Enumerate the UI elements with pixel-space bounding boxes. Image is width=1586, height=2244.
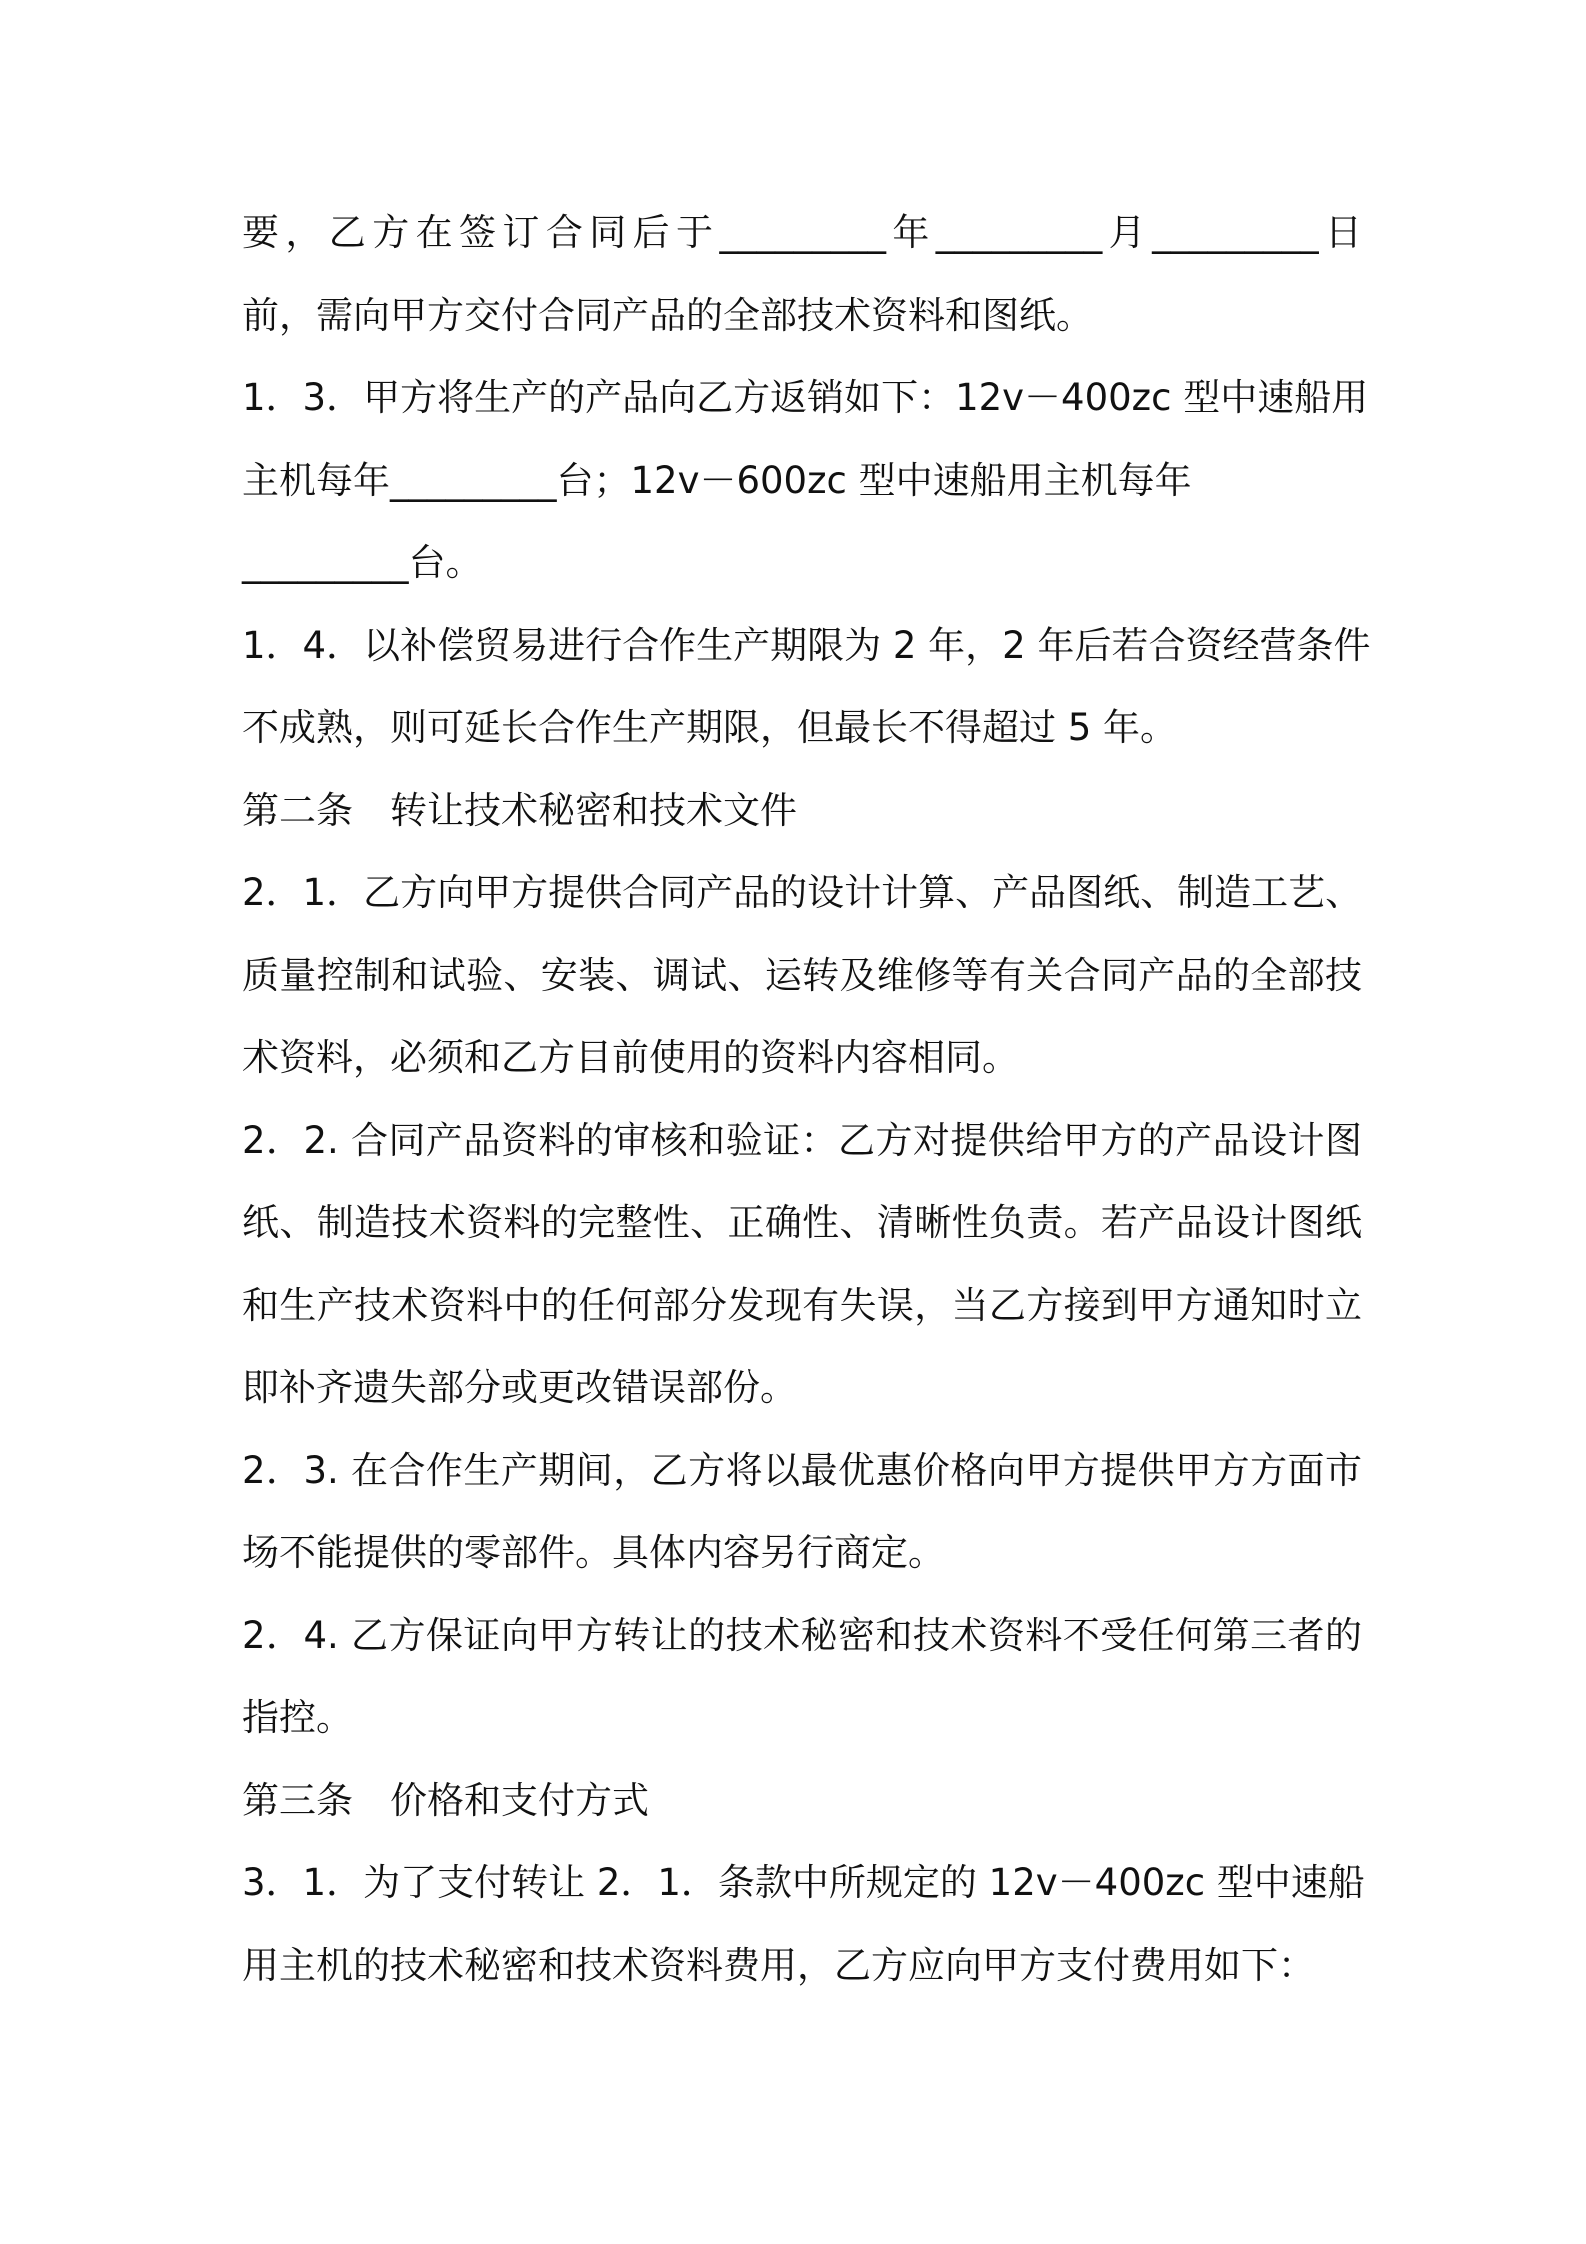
document-line: 主机每年_________台；12v－600zc 型中速船用主机每年 [242, 458, 1192, 502]
document-line: 3．1．为了支付转让 2．1．条款中所规定的 12v－400zc 型中速船 [242, 1861, 1365, 1904]
document-body [242, 192, 1371, 2007]
document-line: 1．4．以补偿贸易进行合作生产期限为 2 年，2 年后若合资经营条件 [242, 623, 1371, 667]
document-line: 第三条 价格和支付方式 [242, 1778, 649, 1822]
document-line: 术资料，必须和乙方目前使用的资料内容相同。 [242, 1036, 1019, 1079]
document-line: 1．3．甲方将生产的产品向乙方返销如下：12v－400zc 型中速船用 [242, 376, 1369, 419]
document-line: 纸、制造技术资料的完整性、正确性、清晰性负责。若产品设计图纸 [242, 1201, 1362, 1244]
document-line: 指控。 [242, 1696, 353, 1739]
document-line: 2．1．乙方向甲方提供合同产品的设计计算、产品图纸、制造工艺、 [242, 871, 1363, 914]
document-line: 要，乙方在签订合同后于_________年_________月_________日 [242, 211, 1362, 254]
document-line: 质量控制和试验、安装、调试、运转及维修等有关合同产品的全部技 [242, 953, 1362, 997]
document-line: 2．3. 在合作生产期间，乙方将以最优惠价格向甲方提供甲方方面市 [242, 1448, 1362, 1492]
document-line: 不成熟，则可延长合作生产期限，但最长不得超过 5 年。 [242, 706, 1178, 749]
document-line: 2．4. 乙方保证向甲方转让的技术秘密和技术资料不受任何第三者的 [242, 1613, 1362, 1657]
document-line: 和生产技术资料中的任何部分发现有失误，当乙方接到甲方通知时立 [242, 1283, 1362, 1327]
document-line: 即补齐遗失部分或更改错误部份。 [242, 1366, 797, 1409]
document-line: 第二条 转让技术秘密和技术文件 [242, 788, 797, 832]
document-line: 前，需向甲方交付合同产品的全部技术资料和图纸。 [242, 293, 1093, 337]
document-line: 用主机的技术秘密和技术资料费用，乙方应向甲方支付费用如下： [242, 1943, 1315, 1987]
document-line: 场不能提供的零部件。具体内容另行商定。 [242, 1531, 945, 1574]
document-line: _________台。 [242, 541, 483, 584]
document-line: 2．2. 合同产品资料的审核和验证：乙方对提供给甲方的产品设计图 [242, 1118, 1362, 1162]
